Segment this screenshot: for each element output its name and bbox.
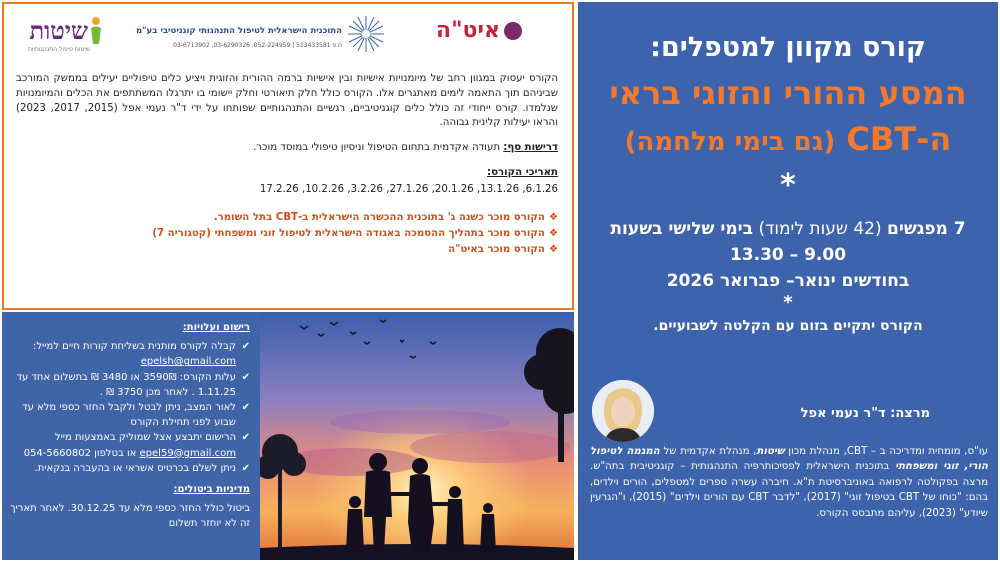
separator-star: * — [780, 168, 796, 203]
wartime-note: (גם בימי מלחמה) — [624, 127, 836, 157]
registration-title: רישום ועלויות: — [182, 322, 250, 333]
course-type-title: קורס מקוון למטפלים: — [650, 32, 926, 63]
registration-item: ✔ לאור המצב, ניתן לבטל ולקבל החזר כספי מלא עד שבוע לפני תחילת הקורס — [22, 402, 250, 429]
shitut-logo — [14, 12, 104, 58]
requirements — [16, 141, 558, 156]
program-logo-sub: 03-6713902 ,03-6290326 ,052-224959 | 513433581 ח.פ — [173, 42, 342, 49]
dates-title: תאריכי הקורס: — [487, 166, 558, 178]
email-link[interactable]: epelsh@gmail.com — [140, 356, 236, 368]
cbt-label: ה-CBT — [846, 120, 952, 158]
registration-item: ✔ עלות הקורס: 3590₪ או 3480 ₪ בתשלום אחד עד 1.11.25 . לאחר מכן 3750 ₪ . — [16, 371, 250, 398]
accreditation-item: ❖הקורס מוכר כשנה ג' בתוכנית ההכשרה הישראלית ב-CBT בתל השומר. — [213, 211, 558, 223]
schedule-info — [578, 216, 998, 294]
zoom-note: הקורס יתקיים בזום עם הקלטה לשבועיים. — [653, 318, 923, 334]
hours-line: 9.00 – 13.30 — [729, 245, 847, 265]
course-title-line2 — [578, 120, 998, 158]
course-title-line1: המסע ההורי והזוגי בראי — [609, 74, 967, 112]
figure-icon — [88, 16, 104, 46]
course-dates: 6.1.26, 13.1.26, 20.1.26, 27.1.26, 3.2.26, 10.2.26, 17.2.26 — [259, 183, 558, 195]
diamond-bullet-icon: ❖ — [548, 243, 558, 255]
accreditation-item: ❖הקורס מוכר בתהליך ההסמכה באגודה הישראלית לטיפול זוגי ומשפחתי (קטגוריה 7) — [152, 227, 558, 239]
course-details-panel — [2, 2, 574, 310]
check-icon: ✔ — [241, 371, 250, 383]
check-icon: ✔ — [241, 462, 250, 474]
sessions-line: 7 מפגשים (42 שעות לימוד) בימי שלישי בשעות — [610, 219, 966, 239]
months-line: בחודשים ינואר– פברואר 2026 — [666, 271, 910, 291]
cancel-policy-title: מדיניות ביטולים: — [173, 484, 250, 496]
lecturer-name: מרצה: ד"ר נעמי אפל — [800, 406, 930, 421]
itah-logo — [436, 18, 522, 43]
registration-item: ✔ קבלה לקורס מותנית בשליחת קורות חיים למייל: epelsh@gmail.com — [33, 341, 250, 368]
itah-mark-icon — [504, 22, 522, 40]
course-headline-panel — [578, 2, 998, 560]
requirements-label: דרישות סף: — [503, 142, 558, 154]
check-icon: ✔ — [241, 341, 250, 353]
family-sunset-photo — [260, 312, 574, 560]
logo-strip — [10, 10, 566, 62]
lecturer-portrait — [592, 380, 654, 442]
lecturer-avatar — [592, 380, 654, 442]
diamond-bullet-icon: ❖ — [548, 227, 558, 239]
email-link[interactable]: epel59@gmail.com — [139, 447, 236, 459]
separator-star-2: * — [783, 292, 793, 313]
registration-panel — [2, 312, 260, 560]
shitut-logo-text: שיטות — [29, 16, 88, 45]
lecturer-bio: עו"ס, מומחית ומדריכה ב – CBT, מנהלת מכון שיטות, מנהלת אקדמית של המגמה לטיפול הורי, זוגי ומשפחתי בתוכנית הישראלית לפסיכותרפיה התנהגותית – קוגניטיבית בתה"ש. מרצה בפקולטה לרפואה באוניברסיטת ת"א. חיברה עשרה ספרים למטפלים, הורים וילדים, בהם: "כוחו של CBT בטיפול זוגי" (2017), "לדבר CBT עם הורים וילדים" (2015), ו"הגרעין שיודע" (2023), עליהם מתבסס הקורס. — [590, 446, 988, 519]
program-logo-title: התוכנית הישראלית לטיפול התנהגותי קוגניטיבי בע"מ — [135, 26, 342, 36]
intro-paragraph: הקורס יעסוק במגוון רחב של מיומנויות אישיות ובין אישיות ברמה ההורית והזוגית ויציע כלים טיפוליים יעילים בממשק המורכב שביניהם תוך התאמה לימים מאתגרים אלו. הקורס כולל חלק תיאורטי וחלק יישומי בו יתרגלו המשתתפים את הכלים והמיומנויות שנלמדו. קורס ייחודי זה כולל כלים קוגניטיביים, רגשיים והתנהגותיים שפותחו על ידי ד"ר נעמי אפל (2015, 2017, 2023) והראו יעילות קלינית גבוהה. — [16, 73, 558, 129]
registration-item: ✔ ניתן לשלם בכרטיס אשראי או בהעברה בנקאית. — [10, 461, 250, 476]
diamond-bullet-icon: ❖ — [548, 211, 558, 223]
accreditation-item: ❖הקורס מוכר באיט"ה — [448, 243, 558, 255]
israeli-program-logo — [135, 14, 386, 58]
shitut-logo-sub: שיטות טיפול התנהגותיות — [27, 46, 90, 53]
course-description — [16, 72, 558, 258]
registration-item: ✔ הרישום יתבצע אצל שמוליק באמצעות מייל epel59@gmail.com או בטלפון 054-5660802 — [23, 432, 250, 459]
itah-logo-text: איט"ה — [435, 18, 500, 43]
accreditation-list — [16, 210, 558, 258]
check-icon: ✔ — [241, 402, 250, 414]
check-icon: ✔ — [241, 432, 250, 444]
cancel-policy-text: ביטול כולל החזר כספי מלא עד 30.12.25. לאחר תאריך זה לא יוחזר תשלום — [10, 503, 250, 530]
registration-list — [10, 339, 250, 476]
sunset-illustration — [260, 312, 574, 560]
requirements-text: תעודה אקדמית בתחום הטיפול וניסיון טיפולי במוסד מוכר. — [253, 142, 504, 154]
starburst-icon — [346, 14, 386, 54]
